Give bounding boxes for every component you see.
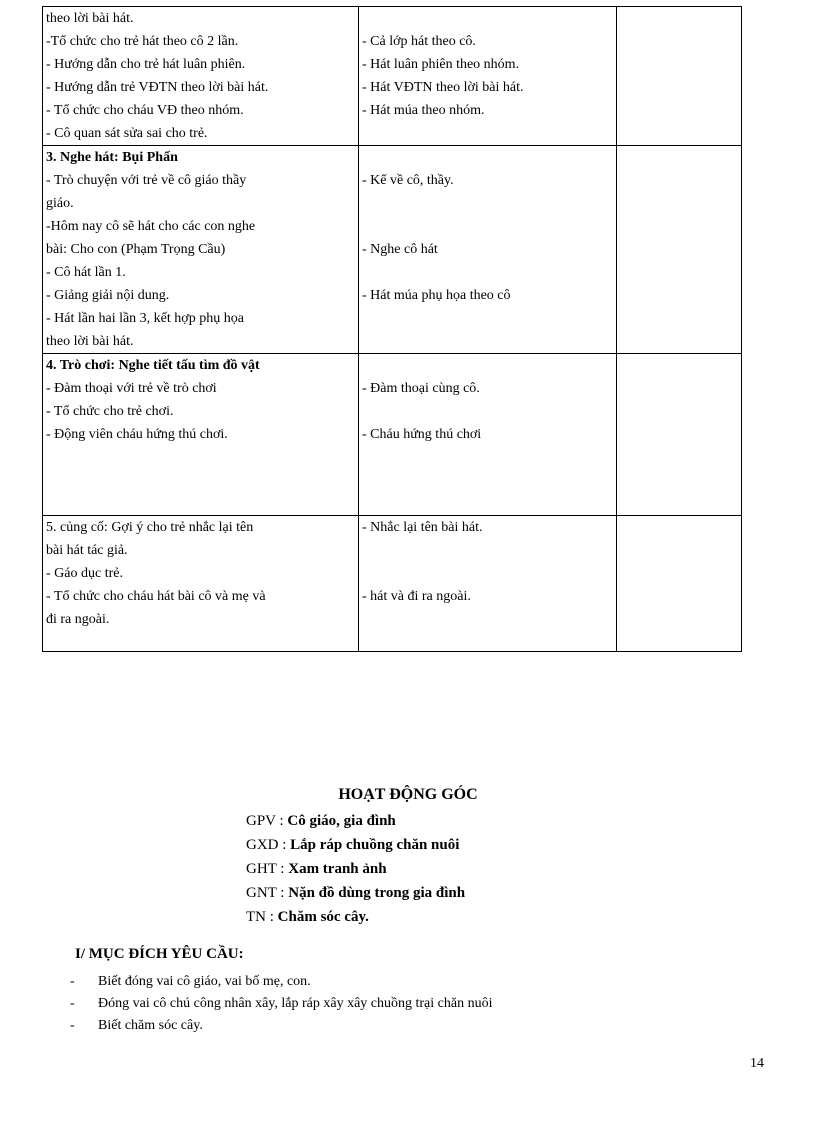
activity-line: đi ra ngoài. <box>46 612 110 627</box>
purpose-heading: I/ MỤC ĐÍCH YÊU CẦU: <box>75 946 244 962</box>
table-row <box>43 7 742 146</box>
child-activity-line: - Đàm thoại cùng cô. <box>362 381 480 396</box>
table-row <box>43 516 742 652</box>
corner-item <box>246 857 465 881</box>
child-activity-line <box>362 122 613 145</box>
activity-line: - Hướng dẫn trẻ VĐTN theo lời bài hát. <box>46 80 269 95</box>
activity-line: - Động viên cháu hứng thú chơi. <box>46 427 228 442</box>
activity-line: - Cô hát lần 1. <box>46 265 126 280</box>
goal-item: - Biết đóng vai cô giáo, vai bố mẹ, con. <box>70 971 492 993</box>
child-activity-line <box>362 608 613 631</box>
page-number: 14 <box>750 1056 764 1071</box>
corner-text: Lắp ráp chuồng chăn nuôi <box>290 837 460 853</box>
corner-code: GHT : <box>246 861 285 877</box>
corner-code: GXD : <box>246 837 287 853</box>
child-activity-line: - Hát múa theo nhóm. <box>362 103 485 118</box>
corner-item <box>246 833 465 857</box>
child-activity-line <box>362 215 613 238</box>
activity-line: - Cô quan sát sửa sai cho trẻ. <box>46 126 208 141</box>
corner-item <box>246 809 465 833</box>
activity-line: -Hôm nay cô sẽ hát cho các con nghe <box>46 219 256 234</box>
teacher-activities-cell <box>43 146 359 354</box>
child-activity-line <box>362 539 613 562</box>
child-activities-cell <box>359 7 617 146</box>
notes-cell <box>617 516 742 652</box>
corner-text: Nặn đồ dùng trong gia đình <box>288 885 466 901</box>
activity-line: - Hát lần hai lần 3, kết hợp phụ họa <box>46 311 244 326</box>
activity-line: theo lời bài hát. <box>46 334 134 349</box>
activity-line: - Đàm thoại với trẻ về trò chơi <box>46 381 217 396</box>
child-activity-line: - Cháu hứng thú chơi <box>362 427 482 442</box>
activity-line: - Gáo dục trẻ. <box>46 566 123 581</box>
activity-line: - Tổ chức cho trẻ chơi. <box>46 404 174 419</box>
corner-item <box>246 905 465 929</box>
child-activity-line <box>362 146 613 169</box>
notes-cell <box>617 354 742 516</box>
child-activities-cell <box>359 354 617 516</box>
activity-line: bài hát tác giả. <box>46 543 128 558</box>
child-activity-line: - Hát VĐTN theo lời bài hát. <box>362 80 524 95</box>
corner-text: Xam tranh ảnh <box>288 861 387 877</box>
corner-text: Chăm sóc cây. <box>277 909 369 925</box>
table-row <box>43 146 742 354</box>
child-activity-line: - Cả lớp hát theo cô. <box>362 34 476 49</box>
section-heading: 3. Nghe hát: Bụi Phấn <box>46 150 178 165</box>
teacher-activities-cell <box>43 354 359 516</box>
activity-line: 5. củng cố: Gợi ý cho trẻ nhắc lại tên <box>46 520 254 535</box>
teacher-activities-cell <box>43 7 359 146</box>
activity-line: giáo. <box>46 196 74 211</box>
child-activity-line: - Nhắc lại tên bài hát. <box>362 520 483 535</box>
notes-cell <box>617 7 742 146</box>
corner-code: GNT : <box>246 885 285 901</box>
child-activity-line <box>362 330 613 353</box>
child-activity-line <box>362 192 613 215</box>
teacher-activities-cell <box>43 516 359 652</box>
child-activity-line: - Hát múa phụ họa theo cô <box>362 288 511 303</box>
child-activity-line: - Kể về cô, thầy. <box>362 173 454 188</box>
child-activity-line <box>362 400 613 423</box>
section-heading: 4. Trò chơi: Nghe tiết tấu tìm đồ vật <box>46 358 260 373</box>
lesson-table <box>42 6 742 652</box>
child-activity-line <box>362 7 613 30</box>
goal-item: - Đóng vai cô chú công nhân xây, lắp ráp xây xây chuồng trại chăn nuôi <box>70 993 492 1015</box>
goal-item: - Biết chăm sóc cây. <box>70 1015 492 1037</box>
activity-line: - Tổ chức cho cháu hát bài cô và mẹ và <box>46 589 266 604</box>
table-row <box>43 354 742 516</box>
goals-list <box>70 971 492 1037</box>
activity-line: - Giảng giải nội dung. <box>46 288 170 303</box>
child-activity-line <box>362 307 613 330</box>
child-activity-line: - hát và đi ra ngoài. <box>362 589 471 604</box>
child-activity-line: - Hát luân phiên theo nhóm. <box>362 57 520 72</box>
child-activities-cell <box>359 146 617 354</box>
activity-line: theo lời bài hát. <box>46 11 134 26</box>
notes-cell <box>617 146 742 354</box>
corner-text: Cô giáo, gia đình <box>287 813 396 829</box>
corner-code: TN : <box>246 909 274 925</box>
corner-code: GPV : <box>246 813 284 829</box>
activity-line: bài: Cho con (Phạm Trọng Cầu) <box>46 242 226 257</box>
corner-list <box>246 809 465 929</box>
child-activity-line <box>362 562 613 585</box>
activity-line: - Trò chuyện với trẻ về cô giáo thầy <box>46 173 247 188</box>
child-activities-cell <box>359 516 617 652</box>
child-activity-line <box>362 261 613 284</box>
child-activity-line: - Nghe cô hát <box>362 242 438 257</box>
activity-line: - Tổ chức cho cháu VĐ theo nhóm. <box>46 103 244 118</box>
corner-item <box>246 881 465 905</box>
activity-line: - Hướng dẫn cho trẻ hát luân phiên. <box>46 57 246 72</box>
activity-line: -Tổ chức cho trẻ hát theo cô 2 lần. <box>46 34 239 49</box>
child-activity-line <box>362 354 613 377</box>
section-title: HOẠT ĐỘNG GÓC <box>338 786 478 803</box>
